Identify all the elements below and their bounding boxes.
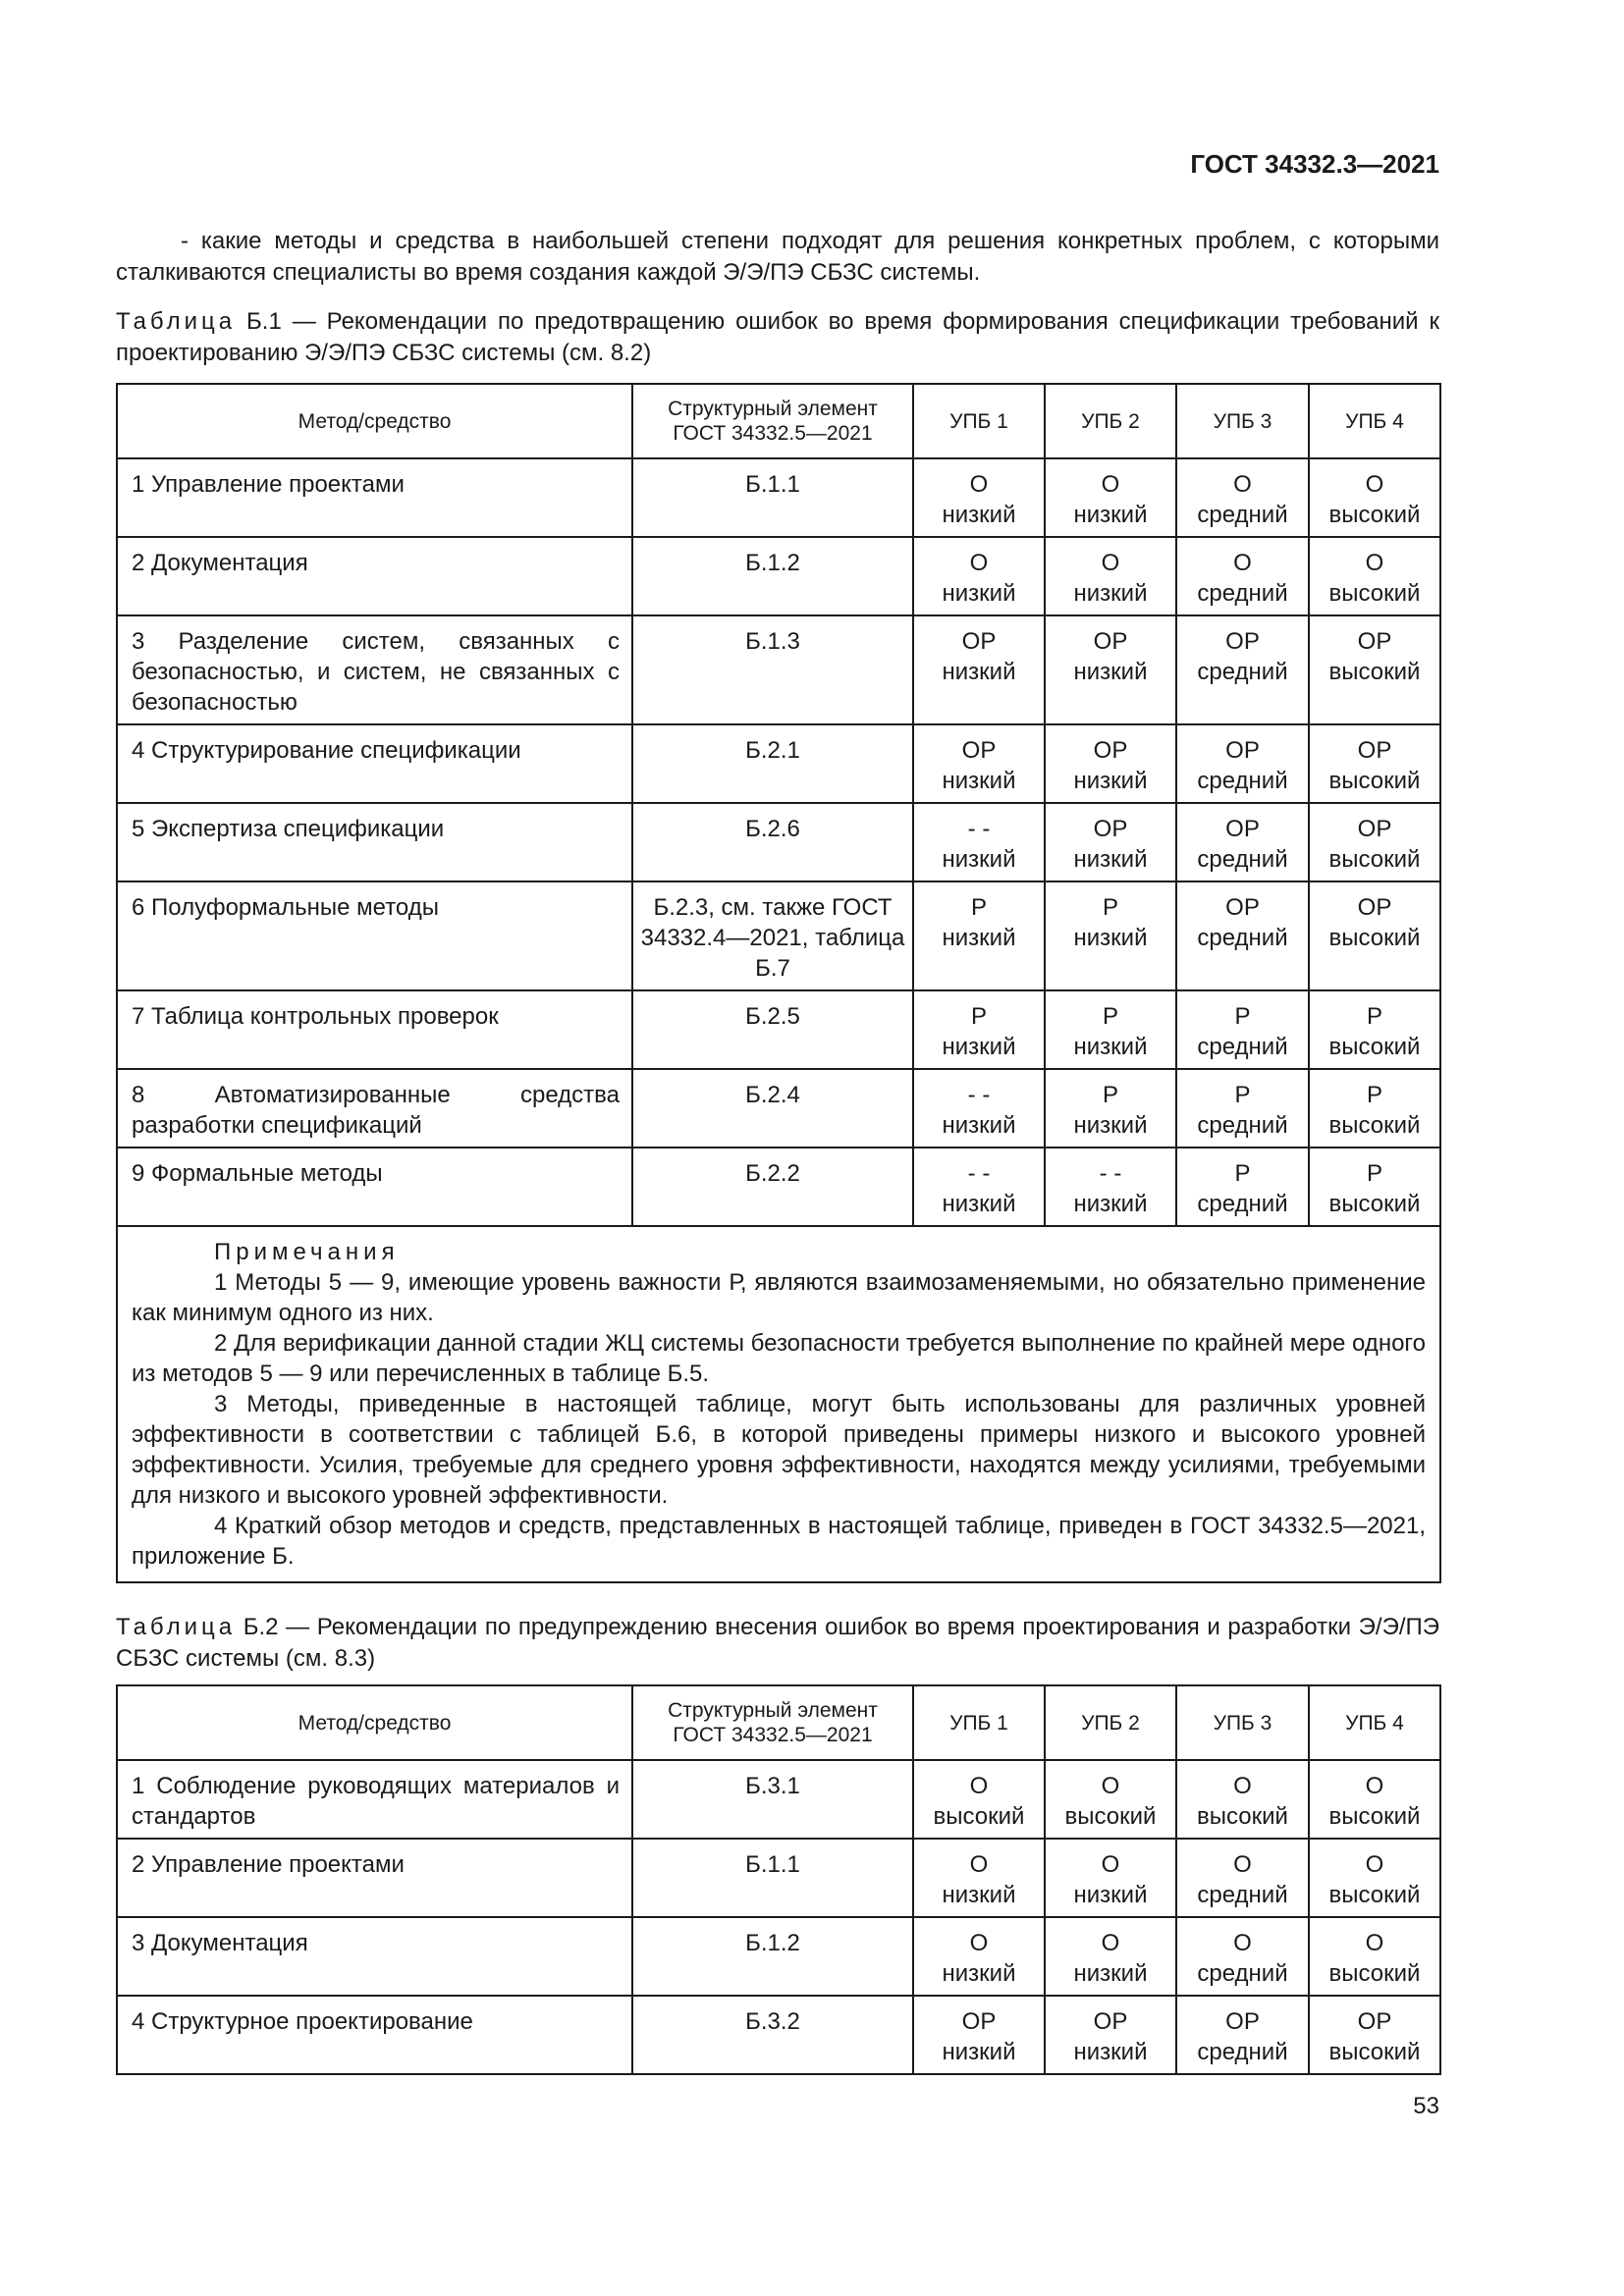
table-b1 bbox=[116, 383, 1441, 1583]
effectiveness-level: низкий bbox=[942, 659, 1016, 685]
upb3-cell bbox=[1176, 615, 1309, 724]
importance-level: ОР bbox=[1357, 628, 1392, 655]
effectiveness-level: низкий bbox=[1073, 659, 1148, 685]
method-cell: 4 Структурирование спецификации bbox=[117, 724, 632, 803]
importance-level: О bbox=[1365, 1773, 1384, 1799]
effectiveness-level: высокий bbox=[1328, 1034, 1421, 1060]
table-row bbox=[117, 803, 1440, 881]
importance-level: ОР bbox=[1357, 816, 1392, 842]
table-row bbox=[117, 1069, 1440, 1148]
method-cell: 6 Полуформальные методы bbox=[117, 881, 632, 990]
table2-header-upb4: УПБ 4 bbox=[1309, 1685, 1440, 1760]
effectiveness-level: средний bbox=[1197, 659, 1288, 685]
importance-level: - - bbox=[967, 816, 991, 842]
table-row bbox=[117, 1917, 1440, 1996]
upb4-cell bbox=[1309, 1839, 1440, 1917]
effectiveness-level: низкий bbox=[942, 1960, 1016, 1987]
table1-notes-row bbox=[117, 1226, 1440, 1582]
upb2-cell bbox=[1045, 724, 1176, 803]
upb4-cell bbox=[1309, 724, 1440, 803]
table-row bbox=[117, 724, 1440, 803]
importance-level: ОР bbox=[1225, 628, 1260, 655]
upb2-cell bbox=[1045, 881, 1176, 990]
note-2: 2 Для верификации данной стадии ЖЦ системы безопасности требуется выполнение по крайней мере одного из методов 5 — 9 или перечисленных в таблице Б.5. bbox=[132, 1330, 1426, 1387]
effectiveness-level: низкий bbox=[1073, 502, 1148, 528]
upb3-cell bbox=[1176, 1148, 1309, 1226]
table2-header-upb2: УПБ 2 bbox=[1045, 1685, 1176, 1760]
note-4: 4 Краткий обзор методов и средств, представленных в настоящей таблице, приведен в ГОСТ 34332.5—2021, приложение Б. bbox=[132, 1513, 1426, 1570]
importance-level: О bbox=[1365, 471, 1384, 498]
importance-level: ОР bbox=[1093, 628, 1128, 655]
structural-element-cell: Б.2.1 bbox=[632, 724, 913, 803]
structural-element-cell: Б.1.1 bbox=[632, 458, 913, 537]
table1-notes bbox=[117, 1226, 1440, 1582]
table1-caption-text: Б.1 — Рекомендации по предотвращению ошибок во время формирования спецификации требований к проектированию Э/Э/ПЭ СБЗС системы (см. 8.2) bbox=[116, 308, 1439, 366]
upb3-cell bbox=[1176, 458, 1309, 537]
upb3-cell bbox=[1176, 1839, 1309, 1917]
importance-level: - - bbox=[967, 1082, 991, 1108]
table1-header-row bbox=[117, 384, 1440, 458]
table1-header-upb4: УПБ 4 bbox=[1309, 384, 1440, 458]
importance-level: О bbox=[1365, 550, 1384, 576]
effectiveness-level: высокий bbox=[1328, 768, 1421, 794]
method-cell: 7 Таблица контрольных проверок bbox=[117, 990, 632, 1069]
effectiveness-level: средний bbox=[1197, 1960, 1288, 1987]
upb2-cell bbox=[1045, 537, 1176, 615]
upb2-cell bbox=[1045, 615, 1176, 724]
intro-paragraph: - какие методы и средства в наибольшей степени подходят для решения конкретных проблем, с которыми сталкиваются специалисты во время создания каждой Э/Э/ПЭ СБЗС системы. bbox=[116, 228, 1439, 286]
upb1-cell bbox=[913, 724, 1045, 803]
table2-body bbox=[117, 1760, 1440, 2074]
effectiveness-level: низкий bbox=[1073, 1960, 1148, 1987]
effectiveness-level: низкий bbox=[1073, 768, 1148, 794]
structural-element-cell: Б.1.2 bbox=[632, 537, 913, 615]
table-b2 bbox=[116, 1684, 1441, 2075]
effectiveness-level: высокий bbox=[1064, 1803, 1157, 1830]
effectiveness-level: низкий bbox=[1073, 1882, 1148, 1908]
effectiveness-level: низкий bbox=[942, 925, 1016, 951]
importance-level: О bbox=[1101, 1773, 1120, 1799]
table2-header-row bbox=[117, 1685, 1440, 1760]
effectiveness-level: низкий bbox=[942, 768, 1016, 794]
table-row bbox=[117, 615, 1440, 724]
upb2-cell bbox=[1045, 803, 1176, 881]
method-cell: 1 Соблюдение руководящих материалов и стандартов bbox=[117, 1760, 632, 1839]
upb1-cell bbox=[913, 1996, 1045, 2074]
method-cell: 5 Экспертиза спецификации bbox=[117, 803, 632, 881]
upb3-cell bbox=[1176, 881, 1309, 990]
page-number: 53 bbox=[1413, 2093, 1439, 2119]
table2-header-upb3: УПБ 3 bbox=[1176, 1685, 1309, 1760]
upb3-cell bbox=[1176, 537, 1309, 615]
structural-element-cell: Б.1.2 bbox=[632, 1917, 913, 1996]
importance-level: О bbox=[1233, 1851, 1252, 1878]
effectiveness-level: низкий bbox=[942, 580, 1016, 607]
effectiveness-level: высокий bbox=[1328, 502, 1421, 528]
importance-level: ОР bbox=[961, 737, 997, 764]
upb1-cell bbox=[913, 990, 1045, 1069]
effectiveness-level: низкий bbox=[1073, 925, 1148, 951]
effectiveness-level: высокий bbox=[1328, 659, 1421, 685]
table-row bbox=[117, 881, 1440, 990]
importance-level: О bbox=[1101, 1930, 1120, 1956]
effectiveness-level: высокий bbox=[1328, 1960, 1421, 1987]
effectiveness-level: низкий bbox=[942, 1112, 1016, 1139]
importance-level: Р bbox=[1234, 1003, 1251, 1030]
effectiveness-level: высокий bbox=[1328, 2039, 1421, 2065]
effectiveness-level: высокий bbox=[1328, 1882, 1421, 1908]
importance-level: Р bbox=[1366, 1082, 1382, 1108]
effectiveness-level: средний bbox=[1197, 925, 1288, 951]
effectiveness-level: низкий bbox=[942, 2039, 1016, 2065]
importance-level: О bbox=[1365, 1851, 1384, 1878]
effectiveness-level: средний bbox=[1197, 1112, 1288, 1139]
importance-level: Р bbox=[1366, 1003, 1382, 1030]
effectiveness-level: средний bbox=[1197, 1191, 1288, 1217]
structural-element-cell: Б.2.6 bbox=[632, 803, 913, 881]
upb2-cell bbox=[1045, 1839, 1176, 1917]
upb1-cell bbox=[913, 458, 1045, 537]
upb2-cell bbox=[1045, 1148, 1176, 1226]
structural-element-cell: Б.3.2 bbox=[632, 1996, 913, 2074]
importance-level: ОР bbox=[961, 628, 997, 655]
structural-element-cell: Б.3.1 bbox=[632, 1760, 913, 1839]
table1-caption-label: Таблица bbox=[116, 308, 237, 335]
structural-element-cell: Б.1.1 bbox=[632, 1839, 913, 1917]
table2-caption bbox=[116, 1612, 1439, 1675]
effectiveness-level: высокий bbox=[1328, 1803, 1421, 1830]
importance-level: Р bbox=[970, 1003, 987, 1030]
method-cell: 8 Автоматизированные средства разработки спецификаций bbox=[117, 1069, 632, 1148]
upb1-cell bbox=[913, 881, 1045, 990]
upb2-cell bbox=[1045, 458, 1176, 537]
method-cell: 2 Управление проектами bbox=[117, 1839, 632, 1917]
importance-level: О bbox=[969, 1773, 989, 1799]
table1-caption bbox=[116, 306, 1439, 369]
effectiveness-level: средний bbox=[1197, 580, 1288, 607]
effectiveness-level: средний bbox=[1197, 846, 1288, 873]
upb1-cell bbox=[913, 537, 1045, 615]
importance-level: - - bbox=[967, 1160, 991, 1187]
importance-level: ОР bbox=[1225, 894, 1260, 921]
importance-level: ОР bbox=[1357, 894, 1392, 921]
note-1: 1 Методы 5 — 9, имеющие уровень важности Р, являются взаимозаменяемыми, но обязательно применение как минимум одного из них. bbox=[132, 1269, 1426, 1326]
table1-header-upb1: УПБ 1 bbox=[913, 384, 1045, 458]
effectiveness-level: высокий bbox=[1328, 580, 1421, 607]
document-code: ГОСТ 34332.3—2021 bbox=[1190, 149, 1439, 179]
upb4-cell bbox=[1309, 537, 1440, 615]
notes-title: Примечания bbox=[214, 1239, 400, 1265]
table2-caption-text: Б.2 — Рекомендации по предупреждению внесения ошибок во время проектирования и разработки Э/Э/ПЭ СБЗС системы (см. 8.3) bbox=[116, 1614, 1439, 1672]
importance-level: О bbox=[969, 1930, 989, 1956]
upb2-cell bbox=[1045, 1760, 1176, 1839]
table-row bbox=[117, 990, 1440, 1069]
importance-level: ОР bbox=[1093, 816, 1128, 842]
importance-level: ОР bbox=[1093, 2008, 1128, 2035]
importance-level: О bbox=[969, 1851, 989, 1878]
table2-caption-label: Таблица bbox=[116, 1614, 237, 1640]
importance-level: Р bbox=[970, 894, 987, 921]
importance-level: Р bbox=[1234, 1160, 1251, 1187]
effectiveness-level: высокий bbox=[1328, 925, 1421, 951]
upb4-cell bbox=[1309, 881, 1440, 990]
importance-level: ОР bbox=[1357, 2008, 1392, 2035]
upb4-cell bbox=[1309, 1069, 1440, 1148]
method-cell: 2 Документация bbox=[117, 537, 632, 615]
table2-header-element: Структурный элемент ГОСТ 34332.5—2021 bbox=[632, 1685, 913, 1760]
upb1-cell bbox=[913, 803, 1045, 881]
upb2-cell bbox=[1045, 1069, 1176, 1148]
upb1-cell bbox=[913, 615, 1045, 724]
table2-header-upb1: УПБ 1 bbox=[913, 1685, 1045, 1760]
importance-level: ОР bbox=[1093, 737, 1128, 764]
upb1-cell bbox=[913, 1069, 1045, 1148]
effectiveness-level: низкий bbox=[1073, 1191, 1148, 1217]
table1-header-upb3: УПБ 3 bbox=[1176, 384, 1309, 458]
table2-header-method: Метод/средство bbox=[117, 1685, 632, 1760]
note-3: 3 Методы, приведенные в настоящей таблице, могут быть использованы для различных уровней эффективности в соответствии с таблицей Б.6, в которой приведены примеры низкого и высокого уровней эффективности. Усилия, требуемые для среднего уровня эффективности, находятся между усилиями, требуемыми для низкого и высокого уровней эффективности. bbox=[132, 1391, 1426, 1509]
table-row bbox=[117, 1996, 1440, 2074]
table-row bbox=[117, 458, 1440, 537]
effectiveness-level: средний bbox=[1197, 1882, 1288, 1908]
table-row bbox=[117, 537, 1440, 615]
table-row bbox=[117, 1839, 1440, 1917]
importance-level: О bbox=[1233, 1773, 1252, 1799]
effectiveness-level: низкий bbox=[942, 1034, 1016, 1060]
table-row bbox=[117, 1148, 1440, 1226]
effectiveness-level: высокий bbox=[1328, 846, 1421, 873]
method-cell: 3 Разделение систем, связанных с безопасностью, и систем, не связанных с безопасностью bbox=[117, 615, 632, 724]
upb2-cell bbox=[1045, 1996, 1176, 2074]
effectiveness-level: низкий bbox=[1073, 2039, 1148, 2065]
importance-level: ОР bbox=[1225, 2008, 1260, 2035]
upb4-cell bbox=[1309, 1148, 1440, 1226]
importance-level: О bbox=[1365, 1930, 1384, 1956]
importance-level: О bbox=[969, 550, 989, 576]
upb3-cell bbox=[1176, 1069, 1309, 1148]
upb1-cell bbox=[913, 1839, 1045, 1917]
method-cell: 3 Документация bbox=[117, 1917, 632, 1996]
importance-level: О bbox=[1233, 471, 1252, 498]
structural-element-cell: Б.2.3, см. также ГОСТ 34332.4—2021, таблица Б.7 bbox=[632, 881, 913, 990]
effectiveness-level: низкий bbox=[942, 1191, 1016, 1217]
importance-level: Р bbox=[1102, 1082, 1118, 1108]
importance-level: Р bbox=[1234, 1082, 1251, 1108]
effectiveness-level: средний bbox=[1197, 2039, 1288, 2065]
table1-header-element: Структурный элемент ГОСТ 34332.5—2021 bbox=[632, 384, 913, 458]
importance-level: О bbox=[969, 471, 989, 498]
effectiveness-level: низкий bbox=[1073, 580, 1148, 607]
effectiveness-level: высокий bbox=[1328, 1191, 1421, 1217]
upb1-cell bbox=[913, 1760, 1045, 1839]
effectiveness-level: высокий bbox=[1197, 1803, 1288, 1830]
upb1-cell bbox=[913, 1917, 1045, 1996]
importance-level: Р bbox=[1102, 1003, 1118, 1030]
upb2-cell bbox=[1045, 990, 1176, 1069]
upb3-cell bbox=[1176, 803, 1309, 881]
importance-level: ОР bbox=[961, 2008, 997, 2035]
upb4-cell bbox=[1309, 1917, 1440, 1996]
effectiveness-level: низкий bbox=[942, 1882, 1016, 1908]
effectiveness-level: низкий bbox=[942, 502, 1016, 528]
effectiveness-level: средний bbox=[1197, 768, 1288, 794]
importance-level: О bbox=[1101, 471, 1120, 498]
table1-header-upb2: УПБ 2 bbox=[1045, 384, 1176, 458]
structural-element-cell: Б.1.3 bbox=[632, 615, 913, 724]
upb4-cell bbox=[1309, 1996, 1440, 2074]
importance-level: ОР bbox=[1225, 737, 1260, 764]
importance-level: ОР bbox=[1225, 816, 1260, 842]
upb3-cell bbox=[1176, 1917, 1309, 1996]
effectiveness-level: низкий bbox=[942, 846, 1016, 873]
upb4-cell bbox=[1309, 458, 1440, 537]
method-cell: 4 Структурное проектирование bbox=[117, 1996, 632, 2074]
structural-element-cell: Б.2.4 bbox=[632, 1069, 913, 1148]
method-cell: 1 Управление проектами bbox=[117, 458, 632, 537]
table1-header-method: Метод/средство bbox=[117, 384, 632, 458]
upb4-cell bbox=[1309, 990, 1440, 1069]
importance-level: О bbox=[1101, 1851, 1120, 1878]
table-row bbox=[117, 1760, 1440, 1839]
upb1-cell bbox=[913, 1148, 1045, 1226]
importance-level: Р bbox=[1102, 894, 1118, 921]
upb4-cell bbox=[1309, 1760, 1440, 1839]
importance-level: ОР bbox=[1357, 737, 1392, 764]
upb3-cell bbox=[1176, 990, 1309, 1069]
table1-body bbox=[117, 458, 1440, 1226]
method-cell: 9 Формальные методы bbox=[117, 1148, 632, 1226]
upb4-cell bbox=[1309, 803, 1440, 881]
upb2-cell bbox=[1045, 1917, 1176, 1996]
importance-level: О bbox=[1101, 550, 1120, 576]
structural-element-cell: Б.2.2 bbox=[632, 1148, 913, 1226]
upb3-cell bbox=[1176, 1996, 1309, 2074]
effectiveness-level: низкий bbox=[1073, 846, 1148, 873]
structural-element-cell: Б.2.5 bbox=[632, 990, 913, 1069]
effectiveness-level: средний bbox=[1197, 1034, 1288, 1060]
upb3-cell bbox=[1176, 724, 1309, 803]
effectiveness-level: низкий bbox=[1073, 1112, 1148, 1139]
upb3-cell bbox=[1176, 1760, 1309, 1839]
effectiveness-level: низкий bbox=[1073, 1034, 1148, 1060]
upb4-cell bbox=[1309, 615, 1440, 724]
importance-level: - - bbox=[1099, 1160, 1122, 1187]
importance-level: О bbox=[1233, 1930, 1252, 1956]
effectiveness-level: высокий bbox=[933, 1803, 1025, 1830]
effectiveness-level: средний bbox=[1197, 502, 1288, 528]
effectiveness-level: высокий bbox=[1328, 1112, 1421, 1139]
importance-level: О bbox=[1233, 550, 1252, 576]
importance-level: Р bbox=[1366, 1160, 1382, 1187]
